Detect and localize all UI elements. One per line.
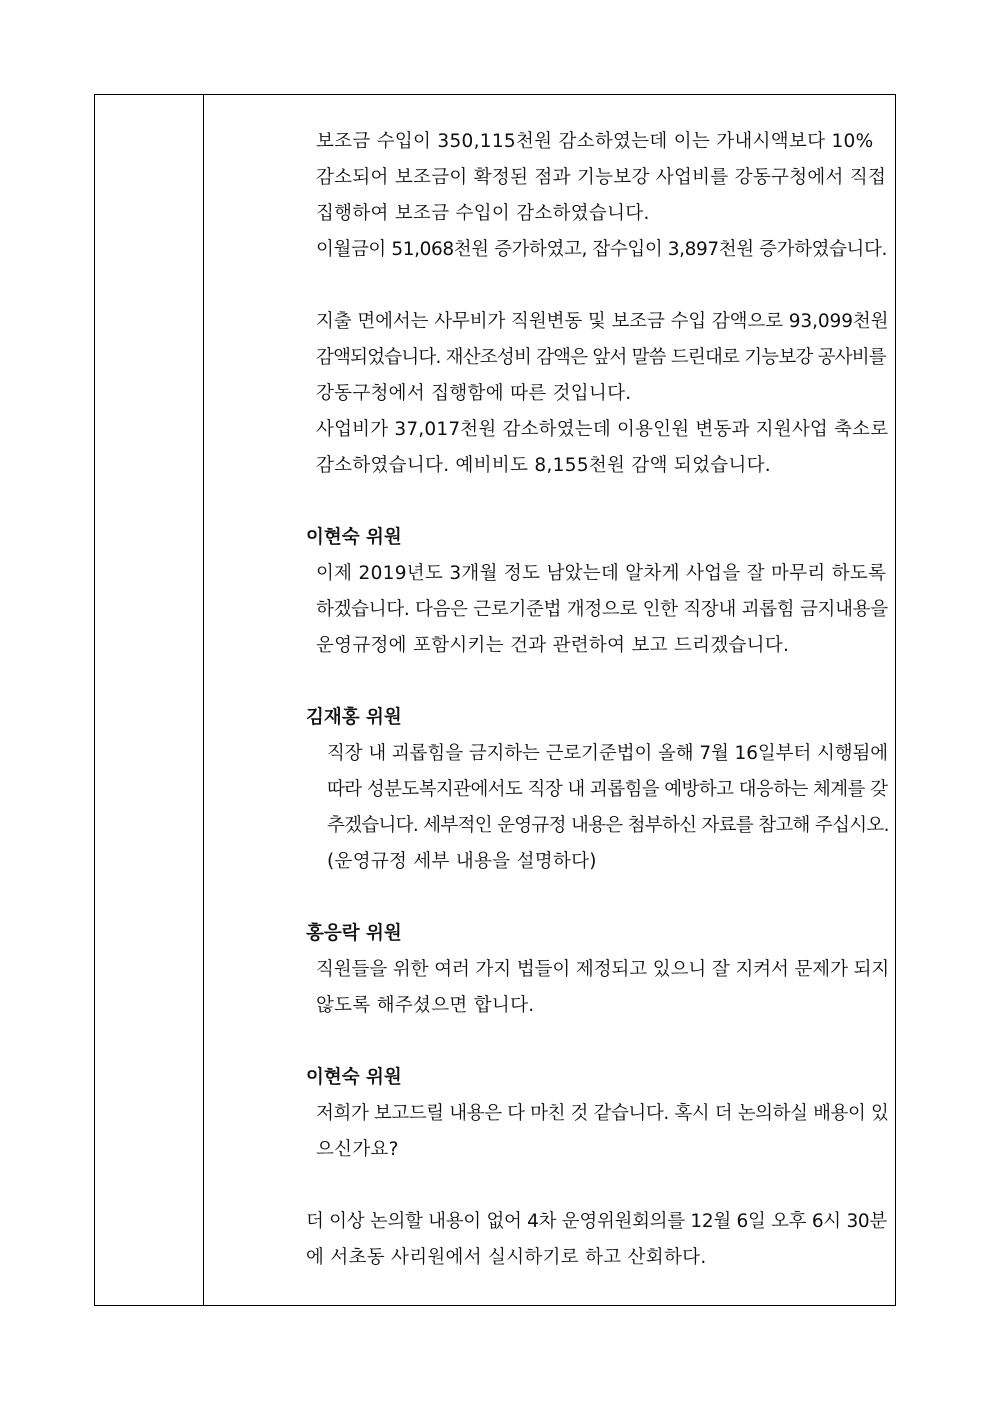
text-line: 강동구청에서 집행함에 따른 것입니다.	[316, 383, 632, 404]
text-line: 감소하였습니다. 예비비도 8,155천원 감액 되었습니다.	[316, 455, 771, 476]
text-line: 으신가요?	[316, 1139, 399, 1160]
text-line: 직원들을 위한 여러 가지 법들이 제정되고 있으니 잘 지켜서 문제가 되지	[316, 959, 890, 980]
text-line: 지출 면에서는 사무비가 직원변동 및 보조금 수입 감액으로 93,099천원	[316, 311, 889, 332]
text-line: 집행하여 보조금 수입이 감소하였습니다.	[316, 203, 650, 224]
text-line: 감소되어 보조금이 확정된 점과 기능보강 사업비를 강동구청에서 직접	[316, 167, 887, 188]
text-line: 추겠습니다. 세부적인 운영규정 내용은 첨부하신 자료를 참고해 주십시오.	[327, 815, 889, 836]
text-line: 운영규정에 포함시키는 건과 관련하여 보고 드리겠습니다.	[316, 635, 790, 656]
text-line: 이제 2019년도 3개월 정도 남았는데 알차게 사업을 잘 마무리 하도록	[316, 563, 887, 584]
speaker-name: 홍응락 위원	[306, 923, 402, 944]
text-line: 저희가 보고드릴 내용은 다 마친 것 같습니다. 혹시 더 논의하실 배용이 있	[316, 1103, 889, 1124]
text-line: 더 이상 논의할 내용이 없어 4차 운영위원회의를 12월 6일 오후 6시 30분	[306, 1211, 887, 1232]
minutes-content-cell	[298, 95, 895, 1305]
speaker-name: 이현숙 위원	[306, 1067, 402, 1088]
column-divider	[203, 95, 204, 1305]
text-line: 이월금이 51,068천원 증가하였고, 잡수입이 3,897천원 증가하였습니다.	[316, 239, 887, 260]
text-line: 따라 성분도복지관에서도 직장 내 괴롭힘을 예방하고 대응하는 체계를 갖	[327, 779, 888, 800]
speaker-name: 이현숙 위원	[306, 527, 402, 548]
text-line: 않도록 해주셨으면 합니다.	[316, 995, 535, 1016]
text-line: (운영규정 세부 내용을 설명하다)	[327, 851, 597, 872]
text-line: 감액되었습니다. 재산조성비 감액은 앞서 말씀 드린대로 기능보강 공사비를	[316, 347, 886, 368]
text-line: 직장 내 괴롭힘을 금지하는 근로기준법이 올해 7월 16일부터 시행됨에	[327, 743, 889, 764]
speaker-name: 김재홍 위원	[306, 707, 402, 728]
text-line: 에 서초동 사리원에서 실시하기로 하고 산회하다.	[306, 1247, 707, 1268]
text-line: 보조금 수입이 350,115천원 감소하였는데 이는 가내시액보다 10%	[316, 131, 874, 152]
text-line: 하겠습니다. 다음은 근로기준법 개정으로 인한 직장내 괴롭힘 금지내용을	[316, 599, 888, 620]
minutes-table	[94, 94, 896, 1306]
text-line: 사업비가 37,017천원 감소하였는데 이용인원 변동과 지원사업 축소로	[316, 419, 889, 440]
